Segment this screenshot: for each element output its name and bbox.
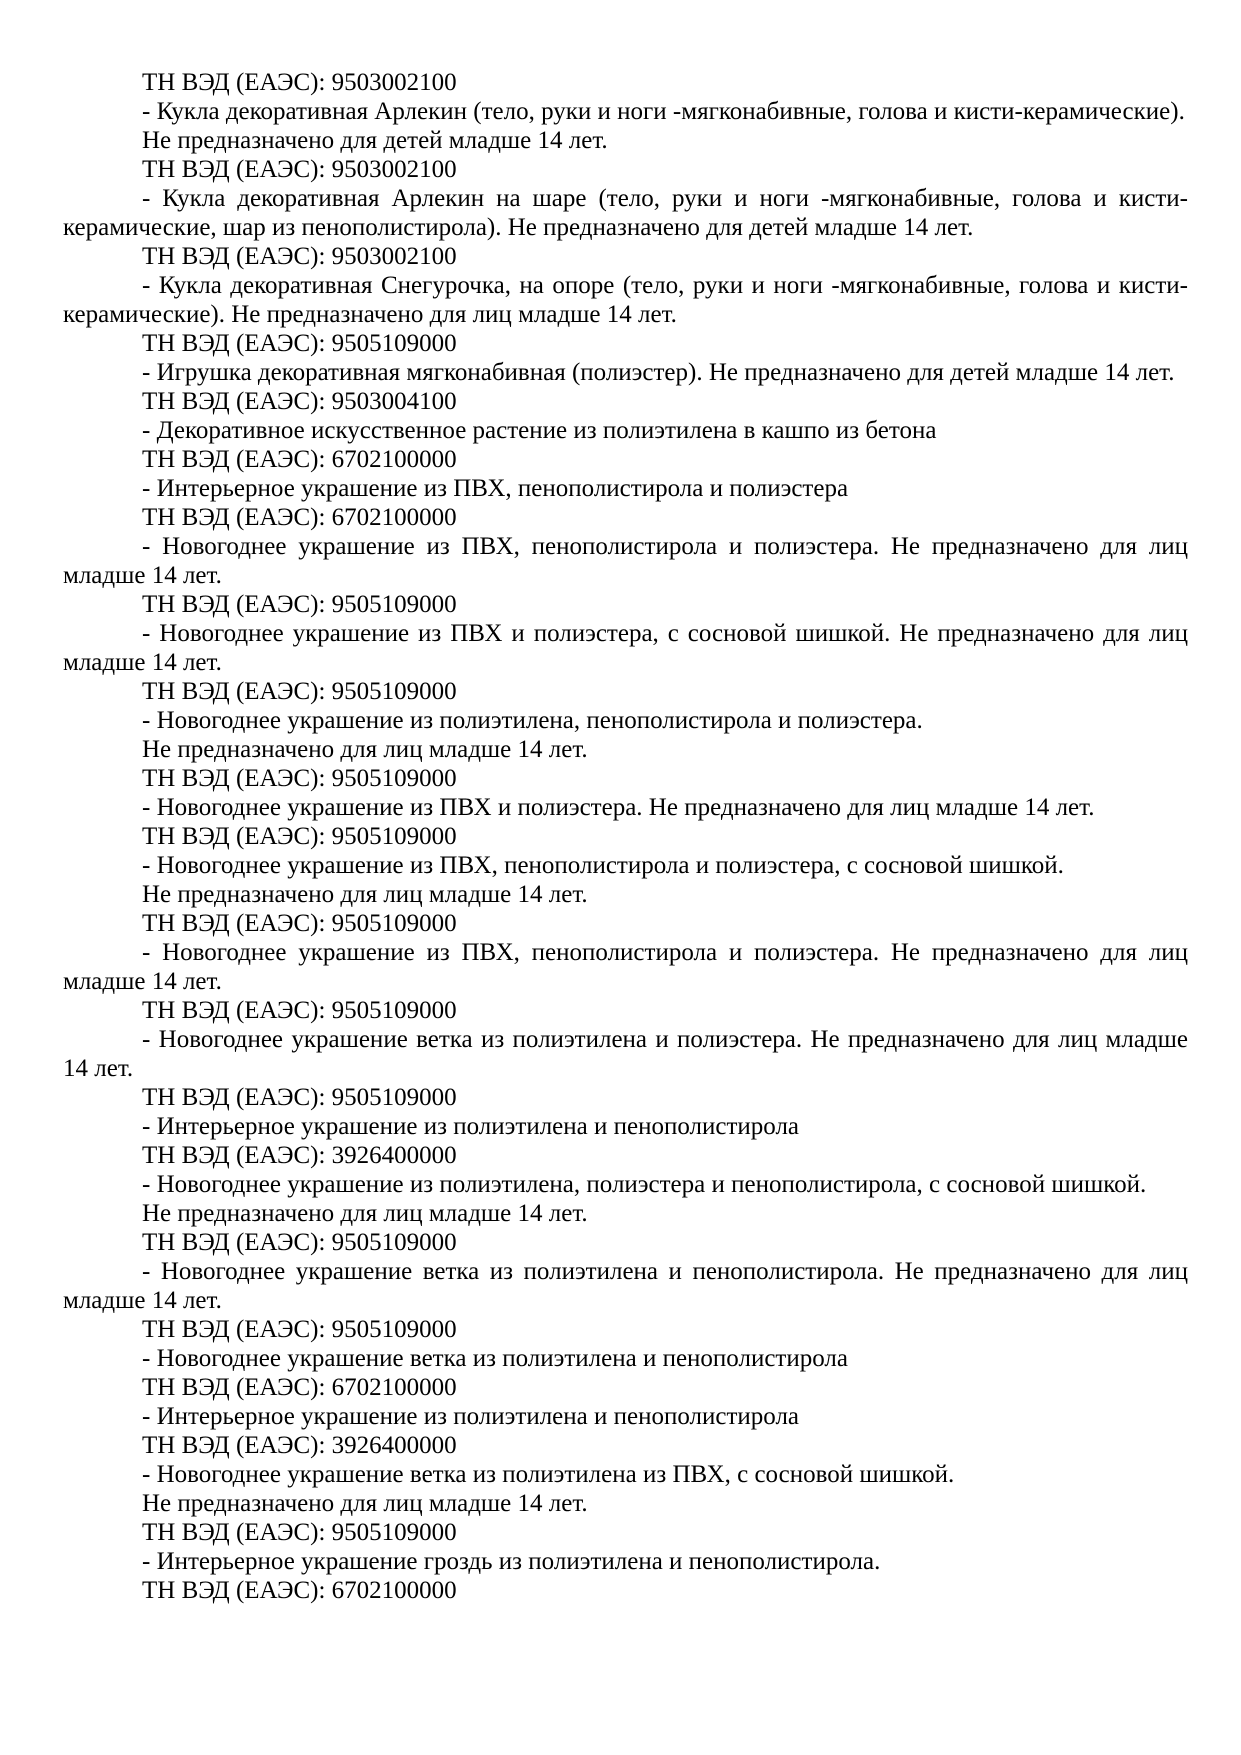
product-description-line: - Новогоднее украшение из полиэтилена, полиэстера и пенополистирола, с сосновой шишкой. — [142, 1171, 1147, 1198]
product-description-line: - Новогоднее украшение из ПВХ и полиэстера. Не предназначено для лиц младше 14 лет. — [142, 794, 1095, 821]
product-description-line: - Новогоднее украшение ветка из полиэтилена и пенополистирола — [142, 1345, 848, 1372]
product-description-line: - Новогоднее украшение из ПВХ, пенополистирола и полиэстера. Не предназначено для лиц младше 14 лет. — [63, 533, 1188, 589]
tn-ved-code-line: ТН ВЭД (ЕАЭС): 6702100000 — [142, 504, 457, 531]
tn-ved-code-line: ТН ВЭД (ЕАЭС): 6702100000 — [142, 446, 457, 473]
product-description-line: - Кукла декоративная Арлекин на шаре (тело, руки и ноги -мягконабивные, голова и кисти-керамические, шар из пенополистирола). Не предназначено для детей младше 14 лет. — [63, 185, 1188, 241]
tn-ved-code-line: ТН ВЭД (ЕАЭС): 9505109000 — [142, 1316, 457, 1343]
product-description-line: - Интерьерное украшение из полиэтилена и пенополистирола — [142, 1113, 800, 1140]
product-description-line: Не предназначено для детей младше 14 лет. — [142, 127, 608, 154]
product-description-line: - Кукла декоративная Снегурочка, на опоре (тело, руки и ноги -мягконабивные, голова и кисти-керамические). Не предназначено для лиц младше 14 лет. — [63, 272, 1188, 328]
tn-ved-code-line: ТН ВЭД (ЕАЭС): 9505109000 — [142, 330, 457, 357]
product-description-line: - Новогоднее украшение ветка из полиэтилена и полиэстера. Не предназначено для лиц младше 14 лет. — [63, 1026, 1188, 1082]
tn-ved-code-line: ТН ВЭД (ЕАЭС): 9505109000 — [142, 591, 457, 618]
tn-ved-code-line: ТН ВЭД (ЕАЭС): 9505109000 — [142, 765, 457, 792]
product-description-line: - Кукла декоративная Арлекин (тело, руки и ноги -мягконабивные, голова и кисти-керамические). — [142, 98, 1185, 125]
tn-ved-code-line: ТН ВЭД (ЕАЭС): 9503004100 — [142, 388, 457, 415]
product-description-line: - Новогоднее украшение из полиэтилена, пенополистирола и полиэстера. — [142, 707, 923, 734]
tn-ved-code-line: ТН ВЭД (ЕАЭС): 6702100000 — [142, 1577, 457, 1604]
product-description-line: Не предназначено для лиц младше 14 лет. — [142, 1200, 588, 1227]
product-description-line: Не предназначено для лиц младше 14 лет. — [142, 736, 588, 763]
tn-ved-code-line: ТН ВЭД (ЕАЭС): 9505109000 — [142, 910, 457, 937]
tn-ved-code-line: ТН ВЭД (ЕАЭС): 9505109000 — [142, 1519, 457, 1546]
product-description-line: Не предназначено для лиц младше 14 лет. — [142, 881, 588, 908]
document-body — [63, 68, 1188, 1605]
product-description-line: - Новогоднее украшение из ПВХ и полиэстера, с сосновой шишкой. Не предназначено для лиц младше 14 лет. — [63, 620, 1188, 676]
product-description-line: - Интерьерное украшение из ПВХ, пенополистирола и полиэстера — [142, 475, 849, 502]
tn-ved-code-line: ТН ВЭД (ЕАЭС): 9505109000 — [142, 678, 457, 705]
tn-ved-code-line: ТН ВЭД (ЕАЭС): 9503002100 — [142, 156, 457, 183]
product-description-line: - Новогоднее украшение ветка из полиэтилена из ПВХ, с сосновой шишкой. — [142, 1461, 955, 1488]
tn-ved-code-line: ТН ВЭД (ЕАЭС): 3926400000 — [142, 1432, 457, 1459]
product-description-line: - Декоративное искусственное растение из полиэтилена в кашпо из бетона — [142, 417, 937, 444]
tn-ved-code-line: ТН ВЭД (ЕАЭС): 9503002100 — [142, 243, 457, 270]
product-description-line: - Новогоднее украшение ветка из полиэтилена и пенополистирола. Не предназначено для лиц младше 14 лет. — [63, 1258, 1188, 1314]
tn-ved-code-line: ТН ВЭД (ЕАЭС): 9503002100 — [142, 69, 457, 96]
product-description-line: - Интерьерное украшение гроздь из полиэтилена и пенополистирола. — [142, 1548, 881, 1575]
product-description-line: - Новогоднее украшение из ПВХ, пенополистирола и полиэстера, с сосновой шишкой. — [142, 852, 1064, 879]
tn-ved-code-line: ТН ВЭД (ЕАЭС): 9505109000 — [142, 997, 457, 1024]
product-description-line: - Интерьерное украшение из полиэтилена и пенополистирола — [142, 1403, 800, 1430]
tn-ved-code-line: ТН ВЭД (ЕАЭС): 9505109000 — [142, 1084, 457, 1111]
product-description-line: - Игрушка декоративная мягконабивная (полиэстер). Не предназначено для детей младше 14 лет. — [142, 359, 1175, 386]
tn-ved-code-line: ТН ВЭД (ЕАЭС): 3926400000 — [142, 1142, 457, 1169]
tn-ved-code-line: ТН ВЭД (ЕАЭС): 6702100000 — [142, 1374, 457, 1401]
product-description-line: - Новогоднее украшение из ПВХ, пенополистирола и полиэстера. Не предназначено для лиц младше 14 лет. — [63, 939, 1188, 995]
product-description-line: Не предназначено для лиц младше 14 лет. — [142, 1490, 588, 1517]
tn-ved-code-line: ТН ВЭД (ЕАЭС): 9505109000 — [142, 1229, 457, 1256]
tn-ved-code-line: ТН ВЭД (ЕАЭС): 9505109000 — [142, 823, 457, 850]
